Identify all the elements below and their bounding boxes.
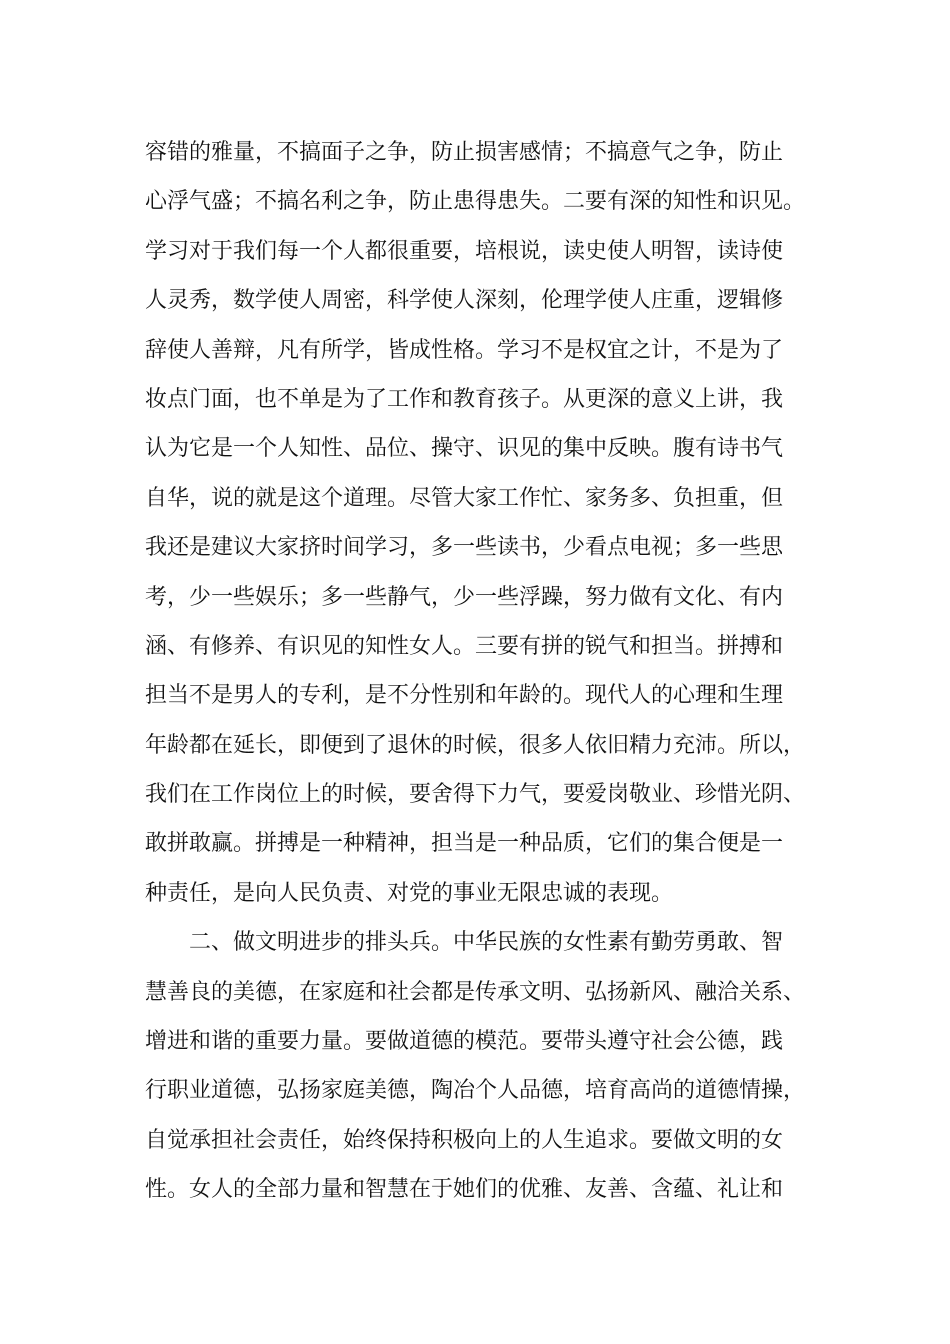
text-line: 人灵秀，数学使人周密，科学使人深刻，伦理学使人庄重，逻辑修	[145, 288, 784, 314]
text-line: 心浮气盛；不搞名利之争，防止患得患失。二要有深的知性和识见。	[145, 189, 806, 215]
text-line: 年龄都在延长，即便到了退休的时候，很多人依旧精力充沛。所以，	[145, 732, 806, 758]
text-line: 考，少一些娱乐；多一些静气，少一些浮躁，努力做有文化、有内	[145, 584, 784, 610]
text-line: 学习对于我们每一个人都很重要，培根说，读史使人明智，读诗使	[145, 238, 784, 264]
text-line: 涵、有修养、有识见的知性女人。三要有拼的锐气和担当。拼搏和	[145, 633, 784, 659]
text-line: 增进和谐的重要力量。要做道德的模范。要带头遵守社会公德，践	[145, 1029, 784, 1055]
text-line: 性。女人的全部力量和智慧在于她们的优雅、友善、含蕴、礼让和	[145, 1177, 784, 1203]
text-line: 妆点门面，也不单是为了工作和教育孩子。从更深的意义上讲，我	[145, 386, 784, 412]
body-text	[145, 128, 835, 1215]
text-line: 我还是建议大家挤时间学习，多一些读书，少看点电视；多一些思	[145, 535, 784, 561]
text-line: 敢拼敢赢。拼搏是一种精神，担当是一种品质，它们的集合便是一	[145, 831, 784, 857]
text-line: 担当不是男人的专利，是不分性别和年龄的。现代人的心理和生理	[145, 683, 784, 709]
text-line: 自觉承担社会责任，始终保持积极向上的人生追求。要做文明的女	[145, 1127, 784, 1153]
text-line: 辞使人善辩，凡有所学，皆成性格。学习不是权宜之计，不是为了	[145, 337, 784, 363]
paragraph-start-line: 二、做文明进步的排头兵。中华民族的女性素有勤劳勇敢、智	[189, 930, 784, 956]
text-line: 行职业道德，弘扬家庭美德，陶冶个人品德，培育高尚的道德情操，	[145, 1078, 806, 1104]
text-line: 我们在工作岗位上的时候，要舍得下力气，要爱岗敬业、珍惜光阴、	[145, 782, 806, 808]
text-line: 认为它是一个人知性、品位、操守、识见的集中反映。腹有诗书气	[145, 436, 784, 462]
text-line: 种责任，是向人民负责、对党的事业无限忠诚的表现。	[145, 880, 674, 906]
text-line: 容错的雅量，不搞面子之争，防止损害感情；不搞意气之争，防止	[145, 140, 784, 165]
text-line: 慧善良的美德，在家庭和社会都是传承文明、弘扬新风、融洽关系、	[145, 979, 806, 1005]
text-line: 自华，说的就是这个道理。尽管大家工作忙、家务多、负担重，但	[145, 485, 784, 511]
